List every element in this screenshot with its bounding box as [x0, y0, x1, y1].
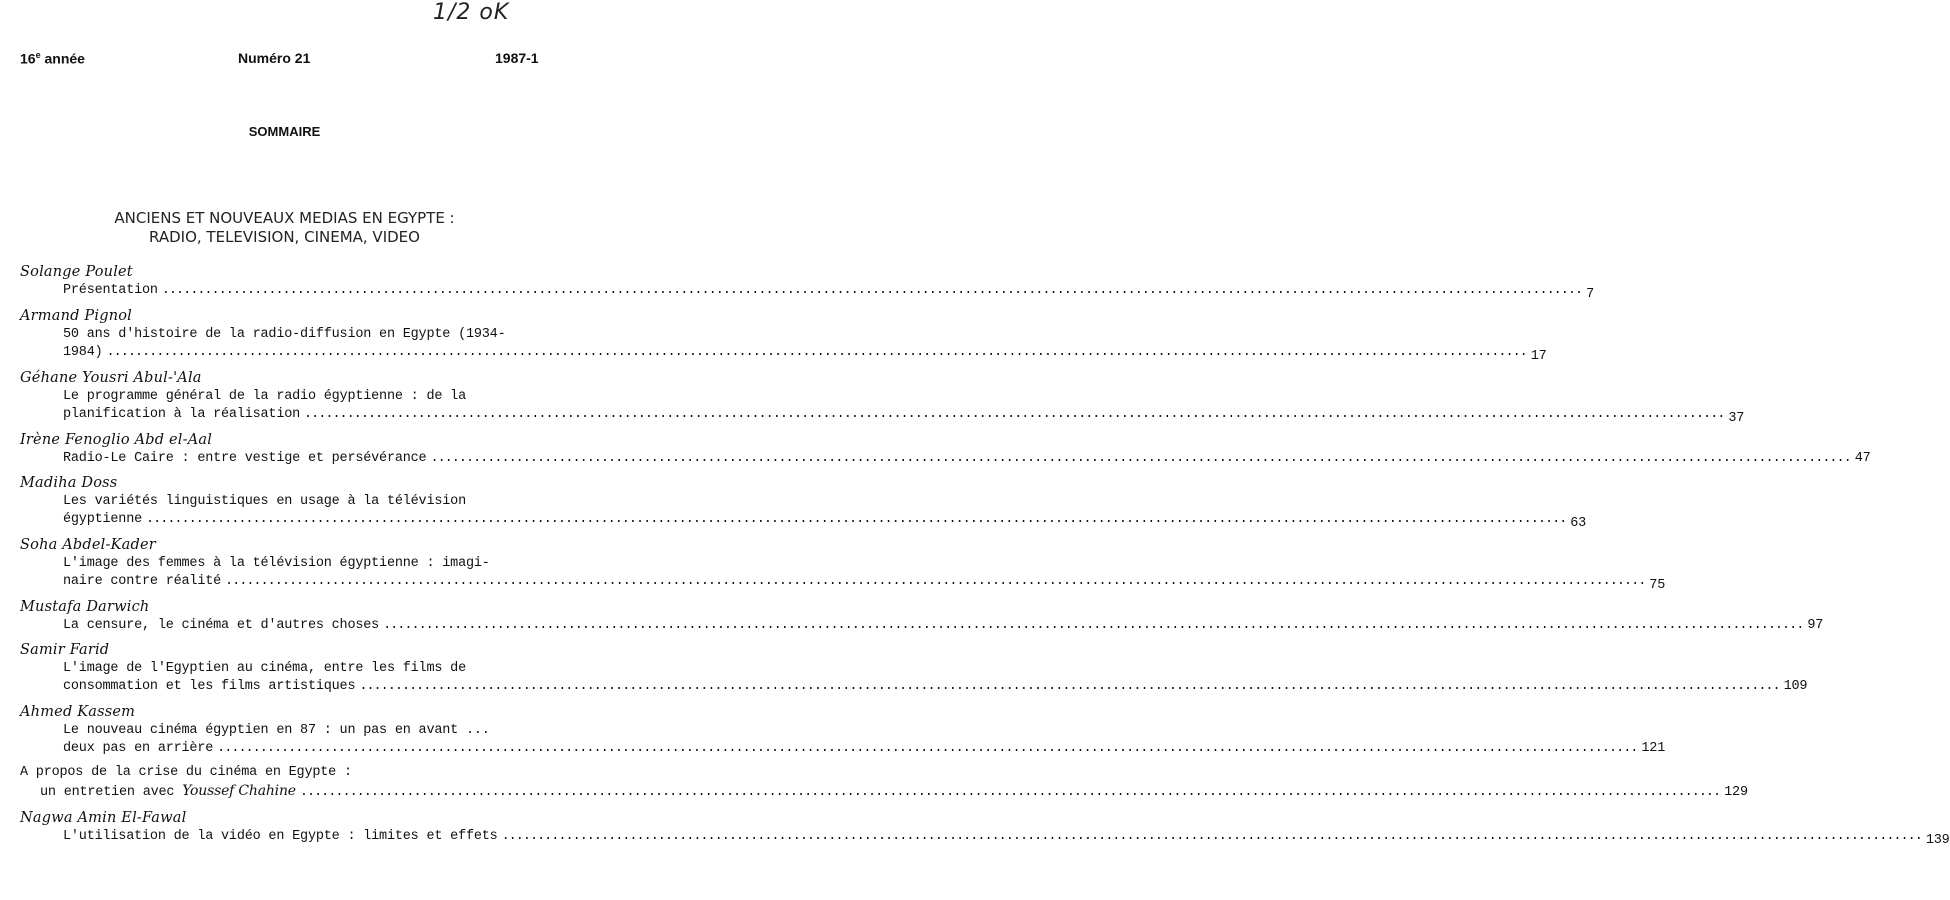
dot-leader: ........................................................................................................................................................................................................ — [217, 741, 1638, 756]
entry-title — [20, 722, 1666, 758]
entry-title — [20, 388, 1745, 426]
entry-author: Ahmed Kassem — [20, 704, 136, 720]
dot-leader: ........................................................................................................................................................................................................ — [225, 574, 1646, 589]
entry-title-last: Radio-Le Caire : entre vestige et persévérance — [63, 451, 427, 466]
toc-row — [63, 573, 1666, 593]
entry-title-line: L'image de l'Egyptien au cinéma, entre les films de — [63, 661, 466, 676]
toc-row — [63, 406, 1745, 426]
dot-leader: ........................................................................................................................................................................................................ — [161, 283, 1583, 298]
entry-author: Armand Pignol — [20, 308, 133, 324]
toc-entry — [20, 702, 1666, 758]
entry-title — [20, 326, 1547, 364]
page-number: 17 — [1530, 349, 1547, 364]
entry-title-line: A propos de la crise du cinéma en Egypte : — [20, 765, 352, 780]
dot-leader: ........................................................................................................................................................................................................ — [299, 785, 1721, 800]
entry-author: Solange Poulet — [20, 264, 133, 280]
entry-author: Soha Abdel-Kader — [20, 537, 156, 553]
entry-title — [20, 555, 1666, 593]
page-number: 7 — [1586, 287, 1594, 302]
dot-leader: ........................................................................................................................................................................................................ — [106, 345, 1527, 360]
entry-author: Irène Fenoglio Abd el-Aal — [20, 432, 213, 448]
entry-title-last-text: un entretien avec Youssef Chahine — [40, 783, 296, 800]
theme-line-1: ANCIENS ET NOUVEAUX MEDIAS EN EGYPTE : — [114, 209, 455, 227]
toc-entry — [20, 808, 1950, 848]
toc-row — [63, 511, 1587, 531]
entry-title-last: consommation et les films artistiques — [63, 679, 356, 694]
page-number: 63 — [1570, 516, 1587, 531]
toc-entry — [20, 473, 1587, 531]
toc-entry — [20, 262, 1594, 302]
entry-title-line: Les variétés linguistiques en usage à la télévision — [63, 494, 466, 509]
entry-title-last: deux pas en arrière — [63, 741, 214, 756]
entry-title — [20, 617, 1824, 635]
entry-title-last: L'utilisation de la vidéo en Egypte : limites et effets — [63, 829, 498, 844]
entry-title-last: planification à la réalisation — [63, 407, 301, 422]
page-number: 121 — [1641, 741, 1666, 756]
page-title: SOMMAIRE — [248, 124, 321, 139]
toc-entry — [20, 535, 1666, 593]
toc-row — [63, 282, 1594, 302]
entry-title-last — [40, 782, 296, 802]
entry-author: Samir Farid — [20, 642, 110, 658]
page-number: 97 — [1807, 618, 1824, 633]
year-label: 16e année — [20, 50, 85, 67]
inline-author: Youssef Chahine — [182, 783, 296, 799]
issue-date: 1987-1 — [495, 50, 539, 66]
entry-title — [20, 764, 1748, 802]
page-number: 109 — [1783, 679, 1808, 694]
dot-leader: ........................................................................................................................................................................................................ — [304, 407, 1725, 422]
dot-leader: ........................................................................................................................................................................................................ — [430, 451, 1851, 466]
entry-title-last: Présentation — [63, 283, 158, 298]
toc-entry — [20, 368, 1745, 426]
entry-title — [20, 450, 1871, 468]
toc-row — [20, 782, 1748, 802]
entry-title-last: égyptienne — [63, 512, 143, 527]
entry-title — [20, 660, 1808, 696]
toc-row — [63, 344, 1547, 364]
toc-entry — [20, 640, 1808, 696]
page-number: 47 — [1854, 451, 1871, 466]
entry-author: Mustafa Darwich — [20, 599, 150, 615]
page-number: 37 — [1728, 411, 1745, 426]
dot-leader: ........................................................................................................................................................................................................ — [359, 679, 1780, 694]
entry-title — [20, 282, 1594, 302]
entry-author: Géhane Yousri Abul-'Ala — [20, 370, 202, 386]
entry-title-line: Le nouveau cinéma égyptien en 87 : un pas en avant ... — [63, 723, 490, 738]
entry-title-last: La censure, le cinéma et d'autres choses — [63, 618, 380, 633]
theme-line-2: RADIO, TELEVISION, CINEMA, VIDEO — [149, 228, 420, 246]
handwritten-annotation: 1/2 oK — [433, 0, 510, 25]
entry-title-last: naire contre réalité — [63, 574, 222, 589]
toc-entry-chahine — [20, 764, 1748, 802]
entry-title-line: 50 ans d'histoire de la radio-diffusion en Egypte (1934- — [63, 327, 506, 342]
theme-heading — [0, 209, 569, 247]
issue-number: Numéro 21 — [238, 50, 311, 66]
page-number: 129 — [1724, 785, 1748, 800]
dot-leader: ........................................................................................................................................................................................................ — [383, 618, 1804, 633]
toc-entry — [20, 597, 1824, 635]
toc-row — [63, 740, 1666, 758]
entry-author: Nagwa Amin El-Fawal — [20, 810, 187, 826]
dot-leader: ........................................................................................................................................................................................................ — [501, 829, 1922, 844]
toc-row — [63, 828, 1950, 848]
toc-entry — [20, 306, 1547, 364]
toc-entry — [20, 430, 1871, 468]
entry-title-line: L'image des femmes à la télévision égyptienne : imagi- — [63, 556, 490, 571]
entry-title-last: 1984) — [63, 345, 103, 360]
toc-row — [63, 450, 1871, 468]
page-number: 75 — [1649, 578, 1666, 593]
entry-title — [20, 828, 1950, 848]
toc-row — [63, 617, 1824, 635]
entry-title — [20, 493, 1587, 531]
entry-title-line: Le programme général de la radio égyptienne : de la — [63, 389, 466, 404]
page-number: 139 — [1925, 833, 1950, 848]
table-of-contents — [20, 262, 1950, 848]
dot-leader: ........................................................................................................................................................................................................ — [146, 512, 1567, 527]
entry-author: Madiha Doss — [20, 475, 118, 491]
toc-row — [63, 678, 1808, 696]
